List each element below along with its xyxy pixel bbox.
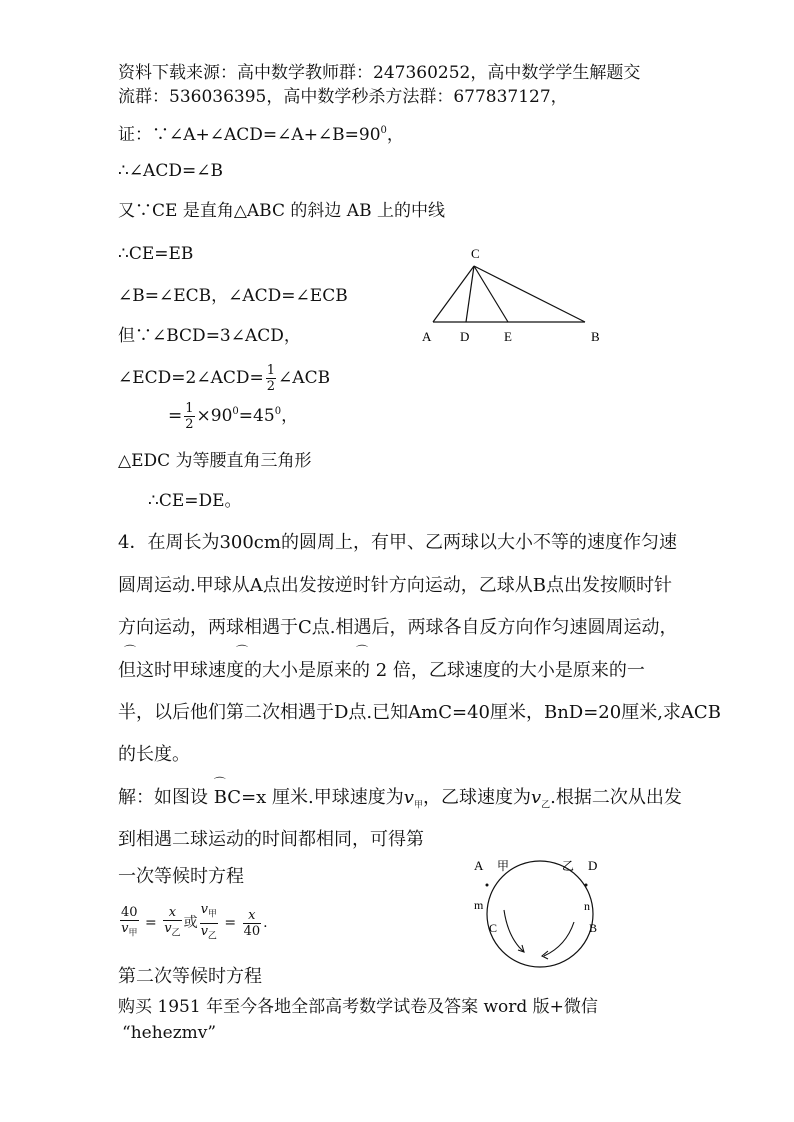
label-D: D: [460, 329, 470, 344]
frac-vjia-vyi: [200, 902, 218, 944]
var-x: x: [248, 907, 256, 923]
problem-line-4: 但这时甲球速度的大小是原来的 2 倍，乙球速度的大小是原来的一: [118, 660, 645, 681]
period: .: [263, 915, 268, 932]
frac-x-40: [243, 908, 262, 939]
solution-text: .根据二次从出发: [550, 787, 682, 808]
arrow-path-yi: [544, 922, 574, 956]
proof-text: ，: [281, 406, 299, 426]
sub-jia: 甲: [207, 909, 217, 920]
label-m: m: [474, 898, 484, 912]
proof-line-8: [168, 401, 298, 432]
proof-line-1: [118, 120, 404, 146]
circle-figure: [462, 852, 612, 974]
sub-yi: 乙: [207, 931, 217, 942]
footer-line-1: 购买 1951 年至今各地全部高考数学试卷及答案 word 版+微信: [118, 997, 598, 1017]
degree-mark: 0: [274, 406, 282, 417]
solution-line-3: 一次等候时方程: [118, 866, 244, 887]
fraction-numerator: 1: [185, 401, 194, 416]
proof-text: =45: [238, 406, 275, 426]
arrow-path-jia: [504, 910, 524, 952]
header-line-1: 资料下载来源：高中数学教师群：247360252，高中数学学生解题交: [118, 63, 641, 83]
proof-text: 证：∵∠A+∠ACD=∠A+∠B=90: [118, 125, 381, 145]
proof-text: ∠ACB: [278, 368, 331, 388]
solution-line-2: 到相遇二球运动的时间都相同，可得第: [118, 829, 424, 850]
proof-text: ×90: [196, 406, 233, 426]
denominator: [200, 924, 218, 945]
var-v: v: [403, 787, 414, 808]
label-A: A: [422, 329, 432, 344]
label-yi: 乙: [562, 859, 575, 873]
sub-jia: 甲: [413, 800, 423, 811]
problem-line-1: 4．在周长为300cm的圆周上，有甲、乙两球以大小不等的速度作匀速: [118, 532, 677, 553]
sub-yi: 乙: [171, 928, 181, 939]
var-v: v: [121, 920, 129, 936]
proof-line-10: ∴CE=DE。: [148, 491, 242, 511]
proof-line-5: ∠B=∠ECB，∠ACD=∠ECB: [118, 286, 348, 306]
point-D: [585, 884, 588, 887]
degree-mark: 0: [380, 125, 387, 136]
footer-line-2: “hehezmv”: [122, 1023, 217, 1043]
numerator: [200, 902, 218, 924]
half-fraction: [266, 363, 276, 394]
solution-text: =x 厘米.甲球速度为: [241, 787, 404, 808]
denominator: [120, 921, 139, 942]
numerator: 40: [121, 904, 138, 920]
proof-line-7: [118, 363, 330, 394]
proof-text: =: [168, 406, 183, 426]
var-x: x: [168, 904, 177, 920]
label-B: B: [589, 921, 598, 935]
frac-x-vyi: [163, 905, 181, 942]
problem-line-3: 方向运动，两球相遇于C点.相遇后，两球各自反方向作匀速圆周运动，: [118, 617, 678, 638]
frac-40-vjia: [120, 905, 139, 942]
label-E: E: [504, 329, 512, 344]
or-text: 或: [183, 915, 198, 932]
first-equation: $\frac{40}{v_甲}$ = $\frac{x}{v_乙}$ 或 $\frac{v_甲}{v_乙}$ = $\frac{x}{40}$ .: [118, 902, 268, 944]
arc-mark: ⌒: [236, 644, 249, 658]
numerator: [163, 905, 181, 921]
denominator: 40: [243, 923, 261, 939]
point-A: [486, 884, 489, 887]
sub-jia: 甲: [128, 928, 138, 939]
proof-line-9: △EDC 为等腰直角三角形: [118, 451, 312, 471]
denominator: [163, 921, 181, 942]
degree-mark: 0: [232, 406, 239, 417]
label-B: B: [591, 329, 600, 344]
solution-text: ，乙球速度为: [422, 787, 531, 808]
solution-text: 解：如图设: [118, 787, 214, 808]
arc-mark: ⌒: [124, 644, 137, 658]
solution-line-4: 第二次等候时方程: [118, 966, 262, 987]
label-C: C: [471, 246, 480, 261]
fraction-denominator: 2: [185, 417, 194, 432]
problem-line-5: 半，以后他们第二次相遇于D点.已知AmC=40厘米，BnD=20厘米,求ACB: [118, 702, 721, 723]
fraction-denominator: 2: [266, 379, 276, 394]
sub-yi: 乙: [541, 800, 551, 811]
label-jia: 甲: [497, 859, 510, 873]
arc-bc: ⌒ BC: [214, 787, 241, 809]
triangle-figure: [410, 240, 620, 350]
var-v: v: [200, 923, 208, 939]
problem-line-2: 圆周运动.甲球从A点出发按逆时针方向运动，乙球从B点出发按顺时针: [118, 575, 672, 596]
label-C: C: [489, 921, 498, 935]
arc-mark: ⌒: [356, 644, 369, 658]
proof-text: ∠ECD=2∠ACD=: [118, 368, 264, 388]
header-line-2: 流群：536036395，高中数学秒杀方法群：677837127，: [118, 87, 568, 107]
label-n: n: [584, 899, 590, 913]
proof-line-2: ∴∠ACD=∠B: [118, 161, 223, 181]
label-A: A: [474, 858, 484, 873]
half-fraction: [184, 401, 194, 432]
proof-line-6: 但∵∠BCD=3∠ACD，: [118, 326, 301, 346]
proof-text: ，: [386, 125, 404, 145]
label-D: D: [588, 858, 598, 873]
proof-line-4: ∴CE=EB: [118, 244, 194, 264]
var-v: v: [164, 920, 172, 936]
solution-line-1: [118, 787, 682, 817]
proof-line-3: 又∵CE 是直角△ABC 的斜边 AB 上的中线: [118, 201, 445, 221]
numerator: [243, 908, 262, 924]
var-v: v: [530, 787, 542, 808]
var-v: v: [200, 902, 208, 917]
fraction-numerator: 1: [266, 363, 276, 378]
problem-line-6: 的长度。: [118, 744, 190, 765]
